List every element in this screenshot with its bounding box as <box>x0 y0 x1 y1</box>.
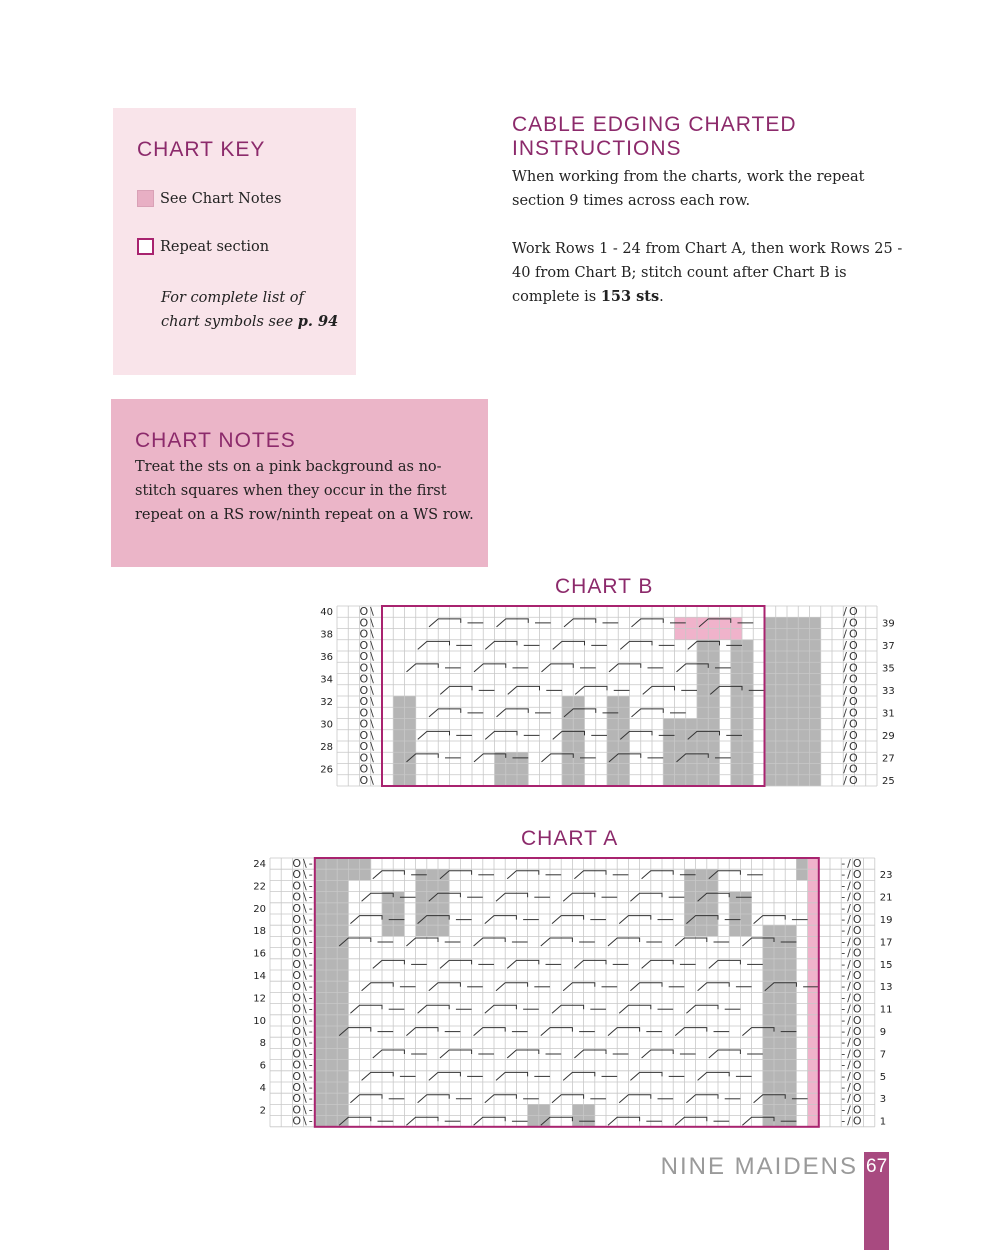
row-number: 15 <box>879 959 893 971</box>
edge-stitch-symbols: O\- <box>292 856 315 870</box>
row-number: 26 <box>320 764 333 776</box>
edge-stitch-symbols: O\- <box>292 1114 315 1128</box>
edge-stitch-symbols: O\ <box>359 661 376 675</box>
edge-stitch-symbols: O\ <box>359 706 376 720</box>
edge-stitch-symbols: /O <box>843 683 860 697</box>
instructions-title: CABLE EDGING CHARTED INSTRUCTIONS <box>512 113 797 160</box>
edge-stitch-symbols: /O <box>843 638 860 652</box>
key-item-repeat-section <box>137 238 269 255</box>
edge-stitch-symbols: O\- <box>292 968 315 982</box>
row-number: 28 <box>320 742 333 753</box>
edge-stitch-symbols: O\ <box>359 740 376 753</box>
row-number: 22 <box>253 881 266 893</box>
edge-stitch-symbols: -/O <box>841 890 864 904</box>
chart-a-title: CHART A <box>521 827 619 850</box>
edge-stitch-symbols: O\- <box>292 890 315 904</box>
edge-stitch-symbols: -/O <box>841 935 864 949</box>
edge-stitch-symbols: O\- <box>292 1024 315 1038</box>
edge-stitch-symbols: O\- <box>292 1013 315 1027</box>
row-number: 27 <box>882 753 895 765</box>
pink-swatch-icon <box>137 190 154 207</box>
instructions-text: . <box>659 289 664 305</box>
edge-stitch-symbols: O\- <box>292 1080 315 1094</box>
row-number: 13 <box>879 982 893 994</box>
edge-stitch-symbols: -/O <box>841 1069 864 1083</box>
row-number: 39 <box>882 618 895 630</box>
chart-b-title: CHART B <box>555 575 654 598</box>
edge-stitch-symbols: /O <box>843 751 860 765</box>
edge-stitch-symbols: O\- <box>292 879 315 893</box>
edge-stitch-symbols: /O <box>843 627 860 641</box>
row-number: 7 <box>879 1049 887 1061</box>
edge-stitch-symbols: -/O <box>841 924 864 938</box>
chart-key-title: CHART KEY <box>137 138 266 161</box>
row-number: 19 <box>879 914 893 926</box>
book-title: NINE MAIDENS <box>660 1153 858 1180</box>
no-stitch-block <box>495 752 529 786</box>
edge-stitch-symbols: -/O <box>841 1114 864 1128</box>
edge-stitch-symbols: /O <box>843 728 860 742</box>
edge-stitch-symbols: O\- <box>292 868 315 882</box>
row-number: 35 <box>882 663 895 675</box>
edge-stitch-symbols: O\ <box>359 616 376 630</box>
instructions-paragraph <box>512 237 912 309</box>
chart-a <box>250 855 900 1135</box>
note-text: For complete list of chart symbols see <box>161 290 304 330</box>
edge-stitch-symbols: O\- <box>292 946 315 960</box>
edge-stitch-symbols: O\ <box>359 751 376 765</box>
edge-stitch-symbols: /O <box>843 762 860 776</box>
row-number: 31 <box>882 708 895 720</box>
edge-stitch-symbols: -/O <box>841 868 864 882</box>
row-number: 30 <box>320 719 333 731</box>
edge-stitch-symbols: O\ <box>359 638 376 652</box>
edge-stitch-symbols: O\- <box>292 1047 315 1061</box>
row-number: 25 <box>882 775 895 787</box>
edge-stitch-symbols: O\- <box>292 980 315 994</box>
no-stitch-block <box>765 617 821 786</box>
edge-stitch-symbols: O\ <box>359 728 376 742</box>
edge-stitch-symbols: /O <box>843 740 860 753</box>
row-number: 5 <box>879 1071 887 1083</box>
edge-stitch-symbols: O\ <box>359 605 376 618</box>
edge-stitch-symbols: O\- <box>292 901 315 915</box>
row-number: 40 <box>320 607 333 618</box>
row-number: 11 <box>879 1004 893 1016</box>
edge-stitch-symbols: O\- <box>292 1058 315 1072</box>
edge-stitch-symbols: O\ <box>359 683 376 697</box>
edge-stitch-symbols: O\- <box>292 1036 315 1050</box>
row-number: 10 <box>253 1015 266 1027</box>
edge-stitch-symbols: -/O <box>841 1047 864 1061</box>
edge-stitch-symbols: -/O <box>841 946 864 960</box>
edge-stitch-symbols: O\- <box>292 991 315 1005</box>
edge-stitch-symbols: /O <box>843 672 860 686</box>
chart-symbols-note <box>161 286 341 334</box>
row-number: 6 <box>259 1060 266 1072</box>
edge-stitch-symbols: -/O <box>841 1103 864 1117</box>
edge-stitch-symbols: -/O <box>841 957 864 971</box>
row-number: 24 <box>253 858 266 870</box>
chart-key-box <box>113 108 356 375</box>
stitch-count: 153 sts <box>600 288 660 305</box>
repeat-box-icon <box>137 238 154 255</box>
edge-stitch-symbols: -/O <box>841 1036 864 1050</box>
row-number: 14 <box>253 970 266 982</box>
row-number: 33 <box>882 685 895 697</box>
edge-stitch-symbols: -/O <box>841 991 864 1005</box>
row-number: 37 <box>882 640 895 652</box>
chart-b <box>315 603 895 793</box>
edge-stitch-symbols: -/O <box>841 1058 864 1072</box>
edge-stitch-symbols: -/O <box>841 1024 864 1038</box>
instructions-section <box>512 113 912 309</box>
edge-stitch-symbols: O\ <box>359 717 376 731</box>
row-number: 20 <box>253 903 266 915</box>
edge-stitch-symbols: O\- <box>292 1069 315 1083</box>
edge-stitch-symbols: -/O <box>841 856 864 870</box>
edge-stitch-symbols: -/O <box>841 968 864 982</box>
row-number: 2 <box>259 1105 266 1117</box>
edge-stitch-symbols: -/O <box>841 901 864 915</box>
row-number: 32 <box>320 697 333 708</box>
row-number: 34 <box>320 674 333 686</box>
edge-stitch-symbols: O\- <box>292 1002 315 1016</box>
row-number: 17 <box>879 937 893 949</box>
edge-stitch-symbols: /O <box>843 773 860 787</box>
row-number: 23 <box>879 870 893 882</box>
page-number: 67 <box>866 1156 888 1177</box>
row-number: 4 <box>259 1082 266 1094</box>
edge-stitch-symbols: /O <box>843 616 860 630</box>
edge-stitch-symbols: O\ <box>359 627 376 641</box>
edge-stitch-symbols: -/O <box>841 1092 864 1106</box>
key-item-label: Repeat section <box>160 238 270 255</box>
edge-stitch-symbols: /O <box>843 695 860 708</box>
row-number: 12 <box>253 993 266 1005</box>
edge-stitch-symbols: O\ <box>359 695 376 708</box>
edge-stitch-symbols: O\- <box>292 1092 315 1106</box>
symbols-page-link[interactable]: p. 94 <box>297 313 339 330</box>
edge-stitch-symbols: O\- <box>292 957 315 971</box>
edge-stitch-symbols: O\ <box>359 773 376 787</box>
row-number: 9 <box>879 1026 887 1038</box>
row-number: 8 <box>259 1038 266 1050</box>
edge-stitch-symbols: -/O <box>841 912 864 926</box>
row-number: 1 <box>879 1116 887 1128</box>
row-number: 21 <box>879 892 893 904</box>
edge-stitch-symbols: -/O <box>841 1080 864 1094</box>
edge-stitch-symbols: -/O <box>841 1013 864 1027</box>
chart-notes-text: Treat the sts on a pink background as no-stitch squares when they occur in the first repeat on a RS row/ninth repeat on a WS row. <box>135 459 474 523</box>
edge-stitch-symbols: O\ <box>359 672 376 686</box>
edge-stitch-symbols: O\ <box>359 762 376 776</box>
edge-stitch-symbols: /O <box>843 661 860 675</box>
edge-stitch-symbols: O\- <box>292 1103 315 1117</box>
chart-notes-title: CHART NOTES <box>135 429 296 452</box>
edge-stitch-symbols: O\- <box>292 924 315 938</box>
edge-stitch-symbols: -/O <box>841 1002 864 1016</box>
instructions-paragraph: When working from the charts, work the repeat section 9 times across each row. <box>512 169 865 209</box>
edge-stitch-symbols: /O <box>843 706 860 720</box>
edge-stitch-symbols: -/O <box>841 879 864 893</box>
row-number: 38 <box>320 629 333 641</box>
edge-stitch-symbols: O\ <box>359 650 376 663</box>
edge-stitch-symbols: O\- <box>292 935 315 949</box>
key-item-chart-notes <box>137 190 281 207</box>
chart-notes-box <box>111 399 488 567</box>
edge-stitch-symbols: /O <box>843 717 860 731</box>
row-number: 29 <box>882 730 895 742</box>
row-number: 36 <box>320 652 333 663</box>
edge-stitch-symbols: /O <box>843 650 860 663</box>
edge-stitch-symbols: /O <box>843 605 860 618</box>
row-number: 3 <box>879 1094 887 1106</box>
row-number: 16 <box>253 948 266 960</box>
row-number: 18 <box>253 926 266 938</box>
edge-stitch-symbols: -/O <box>841 980 864 994</box>
key-item-label: See Chart Notes <box>160 190 282 207</box>
edge-stitch-symbols: O\- <box>292 912 315 926</box>
instructions-text: Work Rows 1 - 24 from Chart A, then work Rows 25 - 40 from Chart B; stitch count after Chart B is complete is <box>512 241 903 305</box>
